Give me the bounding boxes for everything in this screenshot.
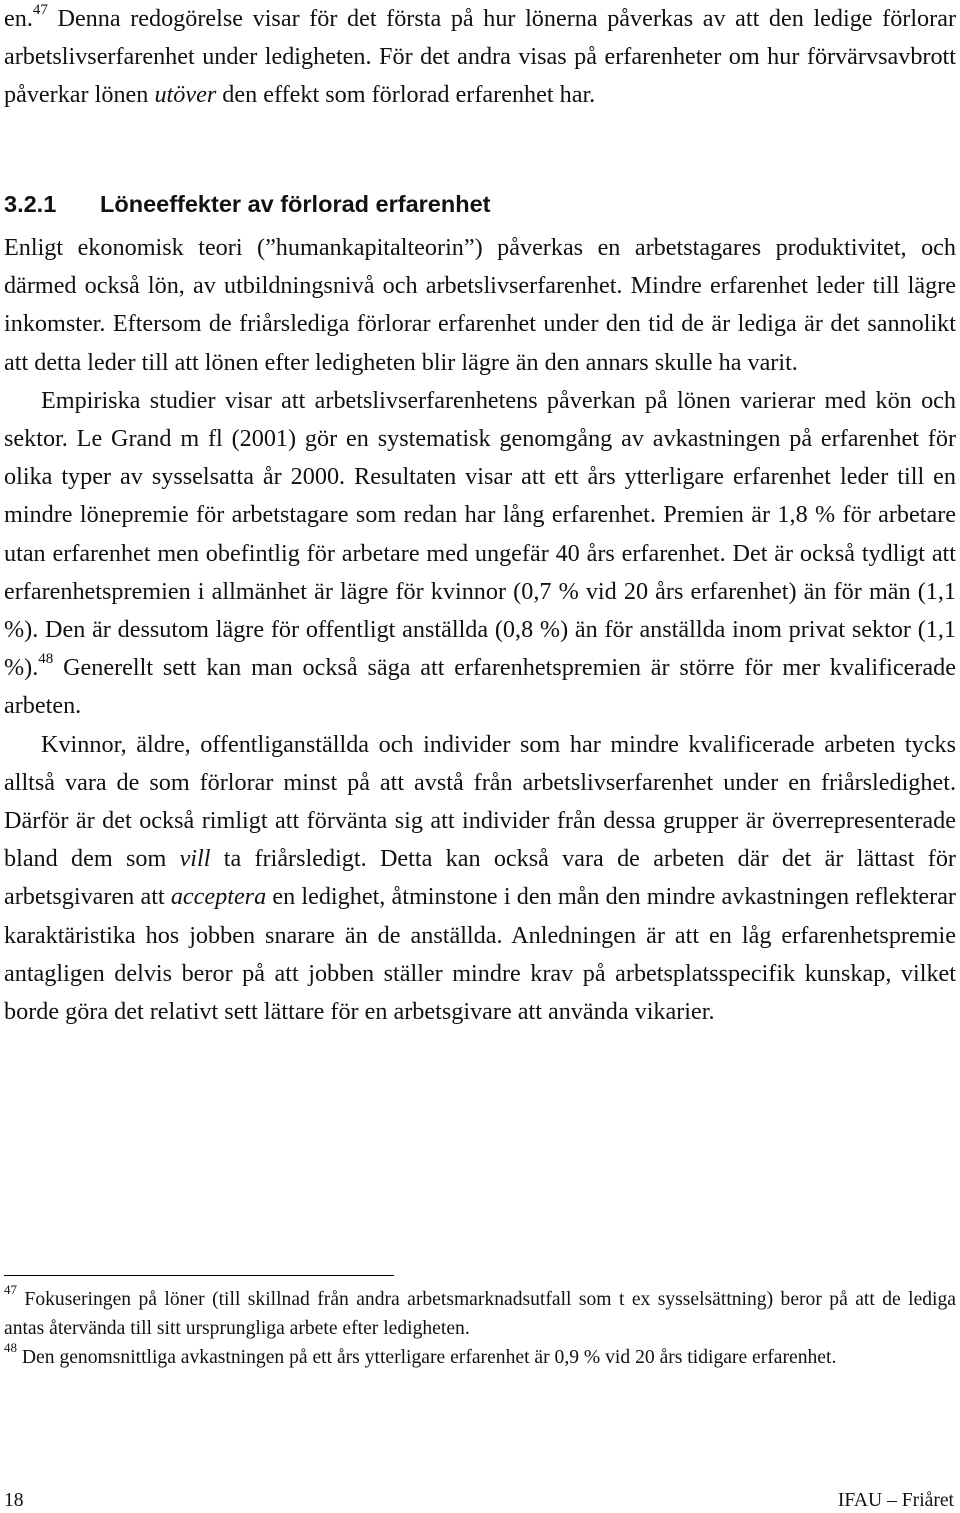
footnote-text: Den genomsnittliga avkastningen på ett års ytterligare erfarenhet är 0,9 % vid 20 års tidigare erfarenhet. [17,1347,837,1368]
footnote-text: Fokuseringen på löner (till skillnad från andra arbetsmarknadsutfall som t ex sysselsättning) beror på att de lediga antas återvända till sitt ursprungliga arbete efter ledigheten. [4,1289,956,1339]
intro-text-end: den effekt som förlorad erfarenhet har. [216,81,596,109]
intro-text: Denna redogörelse visar för det första på hur lönerna påverkas av att den ledige förlorar arbetslivserfarenhet under ledigheten. För det andra visas på erfarenheter om hur förvärvsavbrott påverkar lönen [4,5,956,109]
intro-paragraph [4,0,956,115]
paragraph-2-text-end: Generellt sett kan man också säga att erfarenhetspremien är större för mer kvalificerade arbeten. [4,654,956,720]
paragraph-3-text-a: Kvinnor, äldre, offentliganställda och individer som har mindre kvalificerade arbeten tycks alltså vara de som förlorar minst på att avstå från arbetslivserfarenhet under en friårsledighet. Därför är det också rimligt att förvänta sig att individer från dessa grupper är överrepresenterade bland dem som [4,730,956,873]
section-number: 3.2.1 [4,191,57,217]
emphasis-vill: vill [179,845,211,873]
footnote-ref-47[interactable]: 47 [32,1,48,18]
intro-emphasis: utöver [154,81,217,109]
paragraph-2 [4,382,956,726]
footnote-48 [4,1340,956,1372]
emphasis-acceptera: acceptera [170,883,267,911]
intro-lead: en. [4,5,33,32]
footnote-number: 48 [4,1340,17,1356]
section-heading [4,185,490,223]
footnote-ref-48[interactable]: 48 [38,651,54,668]
section-body [4,229,956,1031]
paragraph-3-text-b: ta friårsledigt. Detta kan också vara de arbeten där det är lättast för arbetsgivaren att [4,845,956,911]
page-number: 18 [4,1490,24,1511]
running-title: IFAU – Friåret [837,1490,954,1511]
footnote-47 [4,1282,956,1343]
paragraph-3-text-c: en ledighet, åtminstone i den mån den mindre avkastningen reflekterar karaktäristika hos jobben snarare än de anställda. Anledningen är att en låg erfarenhetspremie antagligen delvis beror på att jobben ställer mindre krav på arbetsplatsspecifik kunskap, vilket borde göra det relativt sett lättare för en arbetsgivare att använda vikarier. [4,883,956,1026]
paragraph-2-text: Empiriska studier visar att arbetslivserfarenhetens påverkan på lönen varierar med kön och sektor. Le Grand m fl (2001) gör en systematisk genomgång av avkastningen på erfarenhet för olika typer av sysselsatta år 2000. Resultaten visar att ett års ytterligare erfarenhet leder till en mindre lönepremie för arbetstagare som redan har lång erfarenhet. Premien är 1,8 % för arbetare utan erfarenhet men obefintlig för arbetare med ungefär 40 års erfarenhet. Det är också tydligt att erfarenhetspremien i allmänhet är lägre för kvinnor (0,7 % vid 20 års erfarenhet) än för män (1,1 %). Den är dessutom lägre för offentligt anställda (0,8 %) än för anställda inom privat sektor (1,1 %). [4,386,956,682]
section-title: Löneeffekter av förlorad erfarenhet [100,191,491,217]
footnote-divider [4,1275,394,1276]
footnote-number: 47 [4,1282,17,1298]
footnotes [4,1282,956,1372]
paragraph-1: Enligt ekonomisk teori (”humankapitalteorin”) påverkas en arbetstagares produktivitet, och därmed också lön, av utbildningsnivå och arbetslivserfarenhet. Mindre erfarenhet leder till lägre inkomster. Eftersom de friårslediga förlorar erfarenhet under den tid de är lediga är det sannolikt att detta leder till att lönen efter ledigheten blir lägre än den annars skulle ha varit. [4,234,956,376]
paragraph-3 [4,726,956,1032]
